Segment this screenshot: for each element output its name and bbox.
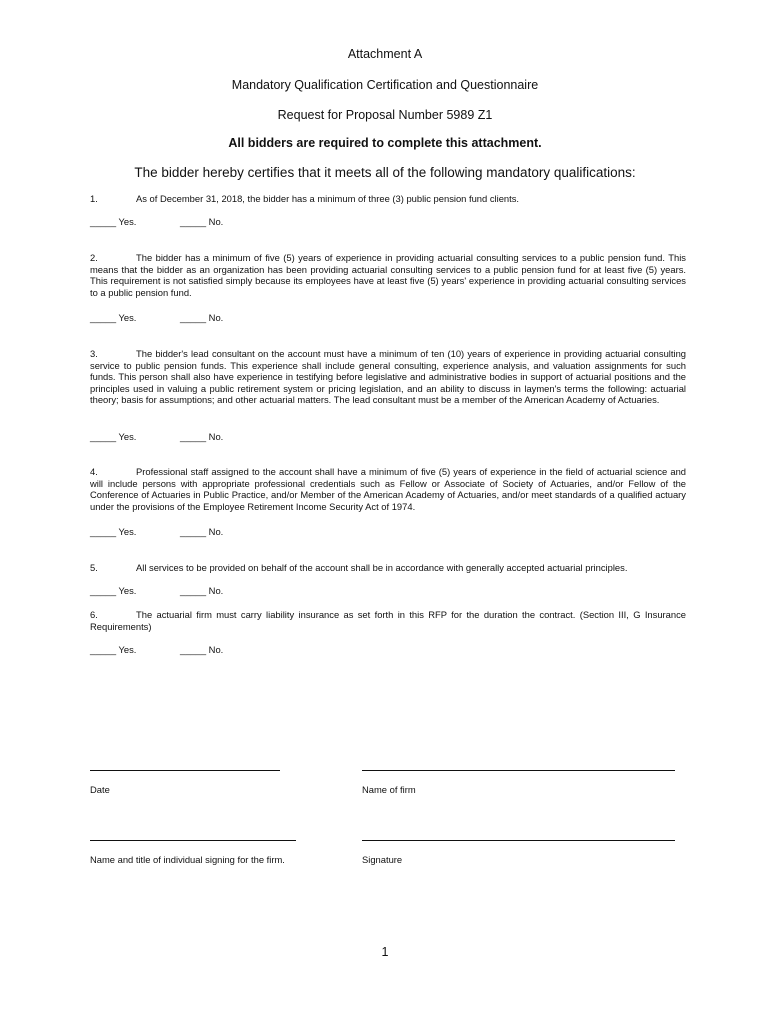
no-field-6[interactable]: _____ No. <box>180 644 224 655</box>
qualification-item-6 <box>90 609 686 632</box>
page-number: 1 <box>381 945 389 959</box>
no-field-1[interactable]: _____ No. <box>180 216 224 227</box>
item-text: As of December 31, 2018, the bidder has a minimum of three (3) public pension fund clients. <box>136 193 520 204</box>
completion-notice: All bidders are required to complete this attachment. <box>228 136 542 150</box>
date-signature-line[interactable] <box>90 770 280 771</box>
no-field-4[interactable]: _____ No. <box>180 526 224 537</box>
name-title-signature-line[interactable] <box>90 840 296 841</box>
no-field-2[interactable]: _____ No. <box>180 312 224 323</box>
signature-line[interactable] <box>362 840 675 841</box>
item-number: 5. <box>90 562 98 573</box>
qualification-item-1 <box>90 193 686 205</box>
item-text: The actuarial firm must carry liability insurance as set forth in this RFP for the duration the contract. (Section III, G Insurance Requirements) <box>90 609 686 632</box>
certification-statement: The bidder hereby certifies that it meets all of the following mandatory qualifications: <box>134 165 636 180</box>
qualification-item-5 <box>90 562 686 574</box>
rfp-number: Request for Proposal Number 5989 Z1 <box>277 108 493 122</box>
item-number: 6. <box>90 609 98 620</box>
qualification-item-4 <box>90 466 686 512</box>
item-number: 2. <box>90 252 98 263</box>
no-field-3[interactable]: _____ No. <box>180 431 224 442</box>
name-title-label: Name and title of individual signing for the firm. <box>90 854 285 865</box>
yes-field-3[interactable]: _____ Yes. <box>90 431 137 442</box>
document-title: Mandatory Qualification Certification and Questionnaire <box>231 78 539 92</box>
firm-name-label: Name of firm <box>362 784 416 795</box>
item-number: 1. <box>90 193 98 204</box>
yes-field-6[interactable]: _____ Yes. <box>90 644 137 655</box>
yes-field-2[interactable]: _____ Yes. <box>90 312 137 323</box>
item-text: Professional staff assigned to the account shall have a minimum of five (5) years of experience in the field of actuarial science and will include persons with appropriate professional credentials such as Fellow or Associate of Society of Actuaries, and/or Fellow of the Conference of Actuaries in Public Practice, and/or Member of the American Academy of Actuaries, and/or meet standards of a qualified actuary under the provisions of the Employee Retirement Income Security Act of 1974. <box>90 466 686 512</box>
item-text: The bidder's lead consultant on the account must have a minimum of ten (10) years of experience in providing actuarial consulting service to public pension funds. This experience shall include general consulting, experience analysis, and valuation assignments for such funds. This person shall also have experience in testifying before legislative and administrative bodies in support of actuarial positions and the principles used in valuing a public retirement system or pricing legislation, and an ability to discuss in laymen's terms the following: actuarial theory; basis for assumptions; and other actuarial matters. The lead consultant must be a member of the American Academy of Actuaries. <box>90 348 686 406</box>
yes-field-5[interactable]: _____ Yes. <box>90 585 137 596</box>
qualification-item-3 <box>90 348 686 406</box>
item-text: All services to be provided on behalf of the account shall be in accordance with generally accepted actuarial principles. <box>136 562 628 573</box>
item-text: The bidder has a minimum of five (5) years of experience in providing actuarial consulting services to a public pension fund. This means that the bidder as an organization has been providing actuarial consulting services to a public pension fund for at least five (5) years. This requirement is not satisfied simply because its employees have at least five (5) years' experience in providing actuarial consulting services to a public pension fund. <box>90 252 686 298</box>
attachment-label: Attachment A <box>347 47 423 61</box>
date-label: Date <box>90 784 110 795</box>
qualification-item-2 <box>90 252 686 298</box>
signature-label: Signature <box>362 854 403 865</box>
item-number: 4. <box>90 466 98 477</box>
item-number: 3. <box>90 348 98 359</box>
no-field-5[interactable]: _____ No. <box>180 585 224 596</box>
yes-field-1[interactable]: _____ Yes. <box>90 216 137 227</box>
firm-signature-line[interactable] <box>362 770 675 771</box>
yes-field-4[interactable]: _____ Yes. <box>90 526 137 537</box>
